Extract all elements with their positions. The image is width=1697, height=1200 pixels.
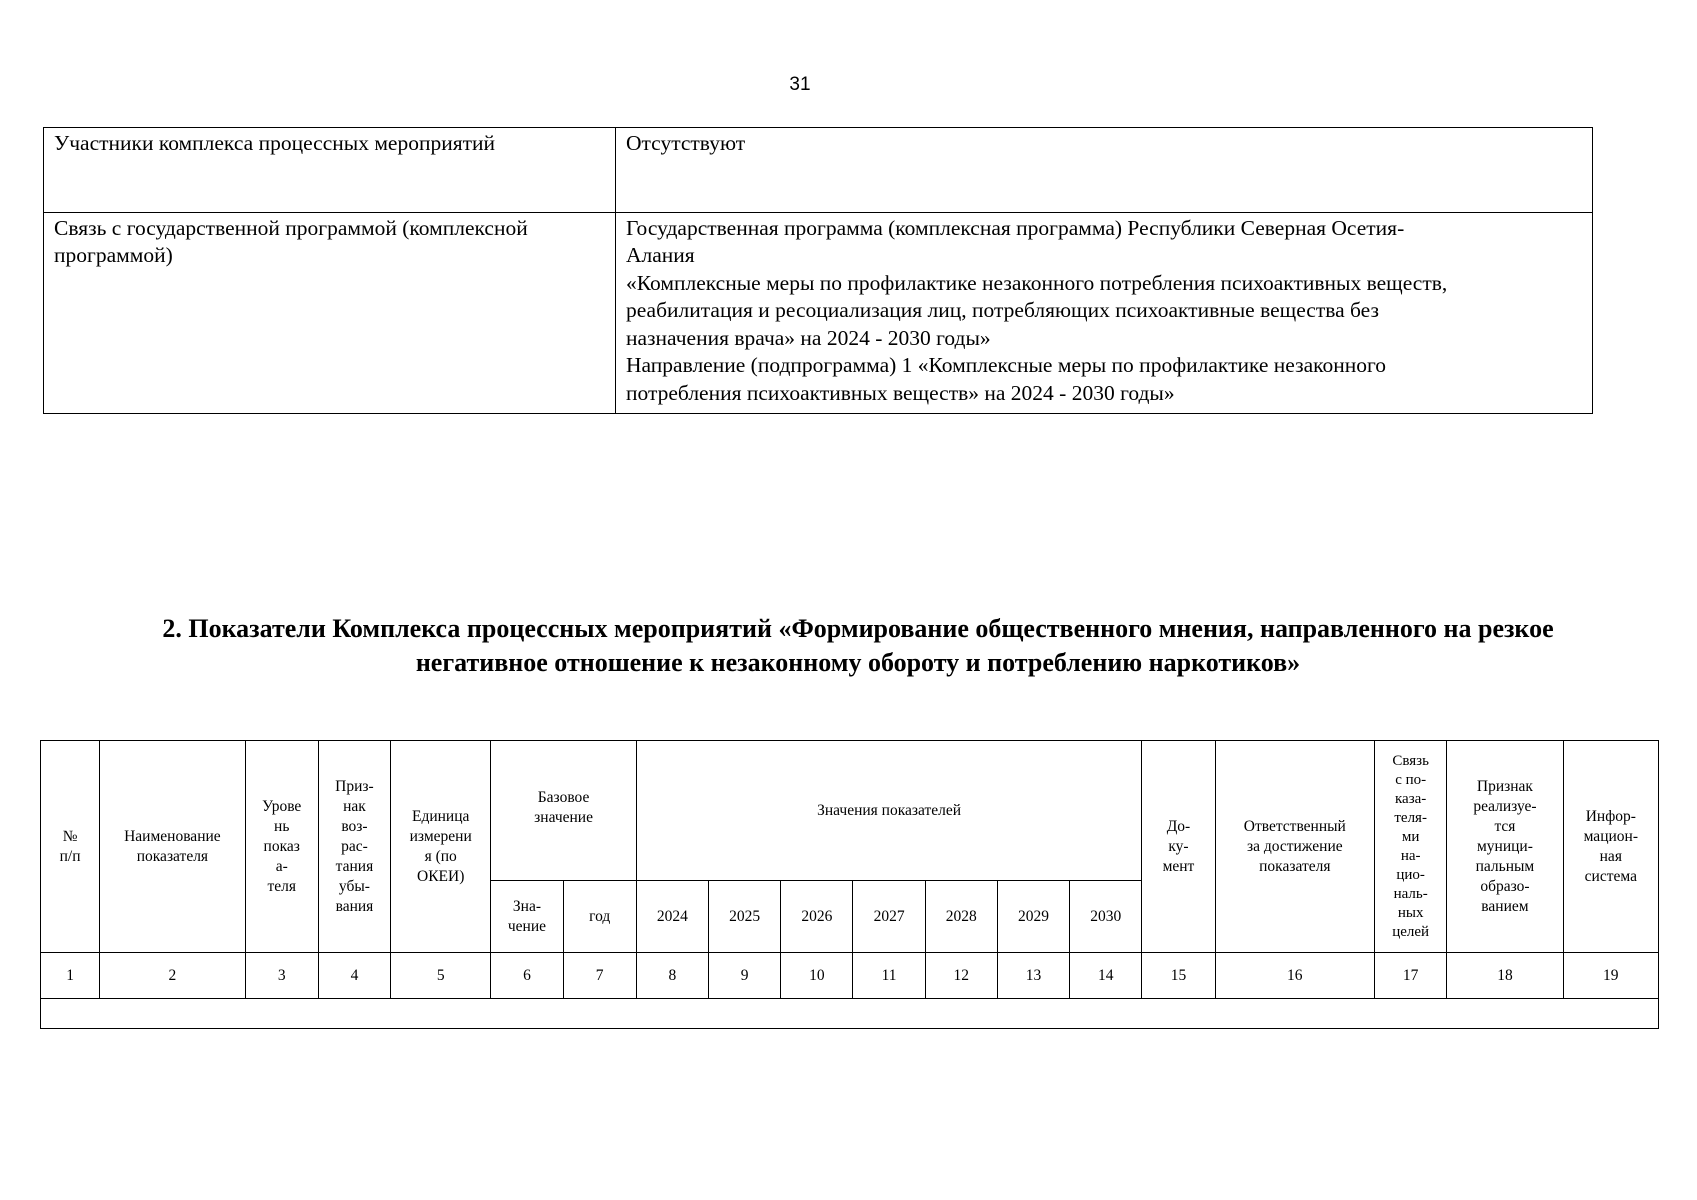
header-text: ку- <box>1168 837 1189 855</box>
header-text: До- <box>1166 817 1191 835</box>
column-number: 7 <box>563 953 636 999</box>
header-text: с по- <box>1395 771 1427 788</box>
header-base-year: год <box>563 881 636 953</box>
passport-label-participants <box>44 128 616 213</box>
column-number: 2 <box>100 953 245 999</box>
header-text: ная <box>1599 847 1622 865</box>
header-text: измерени <box>409 827 472 845</box>
header-sign <box>318 741 390 953</box>
column-number: 4 <box>318 953 390 999</box>
column-number: 12 <box>925 953 997 999</box>
page-number: 31 <box>789 74 811 95</box>
header-row-top <box>41 741 1659 881</box>
header-text: значение <box>534 809 593 826</box>
header-text: ОКЕИ) <box>417 867 465 885</box>
passport-value-program-link <box>616 212 1593 414</box>
section-title <box>43 612 1673 680</box>
header-text: каза- <box>1395 790 1427 807</box>
empty-row <box>41 999 1659 1029</box>
header-text: система <box>1584 867 1637 885</box>
header-text: мацион- <box>1583 827 1638 845</box>
column-number: 16 <box>1215 953 1374 999</box>
column-number: 11 <box>853 953 925 999</box>
header-text: рас- <box>341 837 368 855</box>
header-text: Ответственный <box>1243 817 1346 835</box>
column-numbers-row <box>41 953 1659 999</box>
header-level <box>245 741 318 953</box>
header-text: цио- <box>1396 866 1425 883</box>
section-title-line: 2. Показатели Комплекса процессных мероприятий «Формирование общественного мнения, направленного на резкое <box>162 614 1554 643</box>
header-year-2029: 2029 <box>997 881 1069 953</box>
passport-value-line: Государственная программа (комплексная программа) Республики Северная Осетия- <box>626 215 1405 240</box>
header-information-system <box>1563 741 1658 953</box>
header-text: нь <box>274 817 290 835</box>
passport-table <box>43 127 1593 414</box>
column-number: 3 <box>245 953 318 999</box>
header-text: Инфор- <box>1585 807 1636 825</box>
header-text: на- <box>1400 847 1421 864</box>
passport-label-line: программой) <box>54 243 173 267</box>
header-text: Значения показателей <box>817 801 962 819</box>
indicators-table <box>40 740 1659 1029</box>
header-text: образо- <box>1480 877 1530 895</box>
header-text: Приз- <box>335 777 374 795</box>
header-year-2027: 2027 <box>853 881 925 953</box>
header-text: Урове <box>262 797 302 815</box>
passport-value-line: реабилитация и ресоциализация лиц, потребляющих психоактивные вещества без <box>626 298 1379 322</box>
header-document <box>1142 741 1215 953</box>
column-number: 5 <box>391 953 491 999</box>
header-municipal <box>1447 741 1563 953</box>
header-text: Наименование <box>124 827 221 845</box>
header-year-2026: 2026 <box>781 881 853 953</box>
passport-label-program-link <box>44 212 616 414</box>
section-title-line: негативное отношение к незаконному обороту и потреблению наркотиков» <box>415 648 1301 677</box>
column-number: 14 <box>1070 953 1142 999</box>
header-text: я (по <box>424 847 457 865</box>
passport-label-line: Связь с государственной программой (комплексной <box>54 215 528 240</box>
column-number: 19 <box>1563 953 1658 999</box>
header-text: ных <box>1397 904 1424 921</box>
header-text: теля- <box>1394 809 1427 826</box>
passport-value-line: «Комплексные меры по профилактике незаконного потребления психоактивных веществ, <box>626 270 1448 295</box>
column-number: 6 <box>491 953 563 999</box>
column-number: 8 <box>636 953 708 999</box>
header-unit <box>391 741 491 953</box>
header-text: ванием <box>1481 897 1529 915</box>
column-number: 13 <box>997 953 1069 999</box>
passport-value-participants <box>616 128 1593 213</box>
column-number: 17 <box>1375 953 1447 999</box>
passport-row-participants <box>44 128 1593 213</box>
passport-value-line: назначения врача» на 2024 - 2030 годы» <box>626 325 991 350</box>
header-text: за достижение <box>1246 837 1343 855</box>
header-text: целей <box>1392 923 1430 940</box>
header-text: наль- <box>1393 885 1428 902</box>
header-text: убы- <box>338 877 370 895</box>
column-number: 10 <box>781 953 853 999</box>
header-text: Зна- <box>512 897 541 915</box>
header-text: пальным <box>1475 857 1535 875</box>
column-number: 9 <box>709 953 781 999</box>
header-responsible <box>1215 741 1374 953</box>
header-year-2025: 2025 <box>709 881 781 953</box>
header-national-goals-link <box>1375 741 1447 953</box>
header-text: № <box>62 827 78 845</box>
header-text: чение <box>507 917 547 935</box>
header-text: Связь <box>1392 752 1429 769</box>
passport-value-line: Алания <box>626 243 695 267</box>
header-text: воз- <box>341 817 368 835</box>
header-text: теля <box>267 877 296 895</box>
passport-value-spacer <box>626 158 1582 206</box>
header-base <box>491 741 636 881</box>
header-text: нак <box>343 797 366 815</box>
header-text: вания <box>335 897 374 915</box>
column-number: 18 <box>1447 953 1563 999</box>
header-text: Единица <box>411 807 470 825</box>
header-name <box>100 741 245 953</box>
header-text: муници- <box>1476 837 1533 855</box>
header-text: Базовое <box>537 789 590 806</box>
header-text: п/п <box>59 847 81 865</box>
passport-value-line: потребления психоактивных веществ» на 2024 - 2030 годы» <box>626 380 1175 405</box>
header-year-2024: 2024 <box>636 881 708 953</box>
header-text: тания <box>335 857 374 875</box>
header-text: показ <box>263 837 300 855</box>
header-text: реализуе- <box>1473 797 1537 815</box>
passport-label-text: Участники комплекса процессных мероприятий <box>54 131 496 155</box>
header-text: Признак <box>1476 777 1533 795</box>
column-number: 15 <box>1142 953 1215 999</box>
header-year-2030: 2030 <box>1070 881 1142 953</box>
header-year-2028: 2028 <box>925 881 997 953</box>
passport-value-line: Отсутствуют <box>626 131 746 155</box>
header-text: мент <box>1162 857 1195 875</box>
passport-row-program-link <box>44 212 1593 414</box>
header-base-value <box>491 881 563 953</box>
header-text: показателя <box>136 847 209 865</box>
header-text: ми <box>1401 828 1420 845</box>
header-text: тся <box>1494 817 1516 835</box>
header-text: а- <box>275 857 288 875</box>
empty-cell <box>41 999 1659 1029</box>
header-text: показателя <box>1259 857 1331 875</box>
passport-value-line: Направление (подпрограмма) 1 «Комплексные меры по профилактике незаконного <box>626 353 1387 377</box>
column-number: 1 <box>41 953 100 999</box>
header-values <box>636 741 1142 881</box>
header-num <box>41 741 100 953</box>
